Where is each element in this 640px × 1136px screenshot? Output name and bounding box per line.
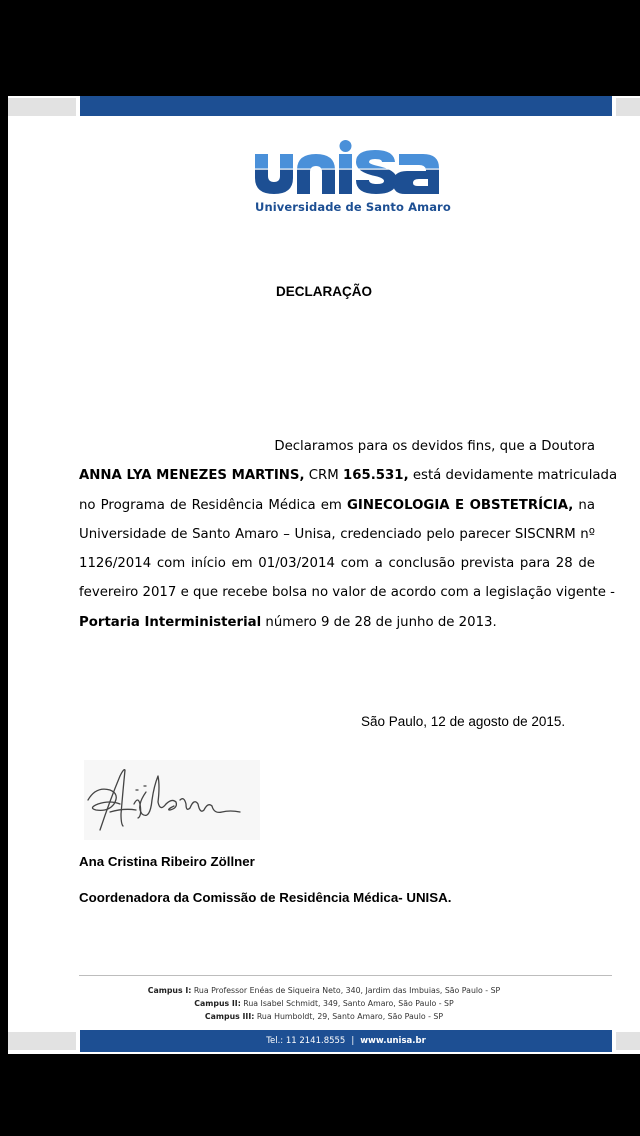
body-line-2: ANNA LYA MENEZES MARTINS, CRM 165.531, está devidamente matriculada [79, 468, 618, 484]
campus-3-address: Campus III: Rua Humboldt, 29, Santo Amaro, São Paulo - SP [204, 1012, 444, 1021]
body-line-6: fevereiro 2017 e que recebe bolsa no valor de acordo com a legislação vigente - [79, 585, 615, 601]
doctor-name: ANNA LYA MENEZES MARTINS, [79, 468, 305, 484]
header-band-blue [80, 96, 612, 116]
program-name: GINECOLOGIA E OBSTETRÍCIA, [346, 497, 574, 513]
document-page [8, 96, 640, 1054]
city-date: São Paulo, 12 de agosto de 2015. [361, 714, 566, 729]
signer-role: Coordenadora da Comissão de Residência Médica- UNISA. [79, 890, 452, 905]
footer-band-gray-right [616, 1032, 640, 1050]
handwritten-signature-icon [84, 760, 260, 840]
header-band-gray-left [8, 98, 76, 116]
crm-number: 165.531, [343, 468, 409, 484]
campus-1-address: Campus I: Rua Professor Enéas de Siqueira Neto, 340, Jardim das Imbuias, São Paulo - SP [147, 986, 501, 995]
body-line-4: Universidade de Santo Amaro – Unisa, credenciado pelo parecer SISCNRM nº [79, 526, 595, 542]
footer-band-blue [80, 1030, 612, 1052]
signer-name: Ana Cristina Ribeiro Zöllner [79, 854, 255, 869]
footer-divider [79, 975, 612, 976]
header-band-gray-right [616, 98, 640, 116]
body-line-3: no Programa de Residência Médica em GINECOLOGIA E OBSTETRÍCIA, na [79, 497, 596, 513]
body-line-7: Portaria Interministerial número 9 de 28 de junho de 2013. [79, 614, 497, 630]
contact-info: Tel.: 11 2141.8555 | www.unisa.br [266, 1036, 426, 1046]
portaria-label: Portaria Interministerial [79, 614, 262, 630]
website-link[interactable]: www.unisa.br [360, 1036, 426, 1046]
document-title: DECLARAÇÃO [276, 284, 372, 299]
unisa-wordmark-icon [253, 140, 443, 198]
declaration-body [79, 432, 618, 637]
campus-2-address: Campus II: Rua Isabel Schmidt, 349, Santo Amaro, São Paulo - SP [194, 999, 454, 1008]
body-line-5: 1126/2014 com início em 01/03/2014 com a conclusão prevista para 28 de [79, 556, 595, 572]
logo-subtitle: Universidade de Santo Amaro [255, 200, 451, 214]
phone: Tel.: 11 2141.8555 [266, 1036, 346, 1046]
body-line-1: Declaramos para os devidos fins, que a Doutora [274, 439, 595, 454]
unisa-logo [253, 140, 451, 216]
footer-band-gray-left [8, 1032, 76, 1050]
